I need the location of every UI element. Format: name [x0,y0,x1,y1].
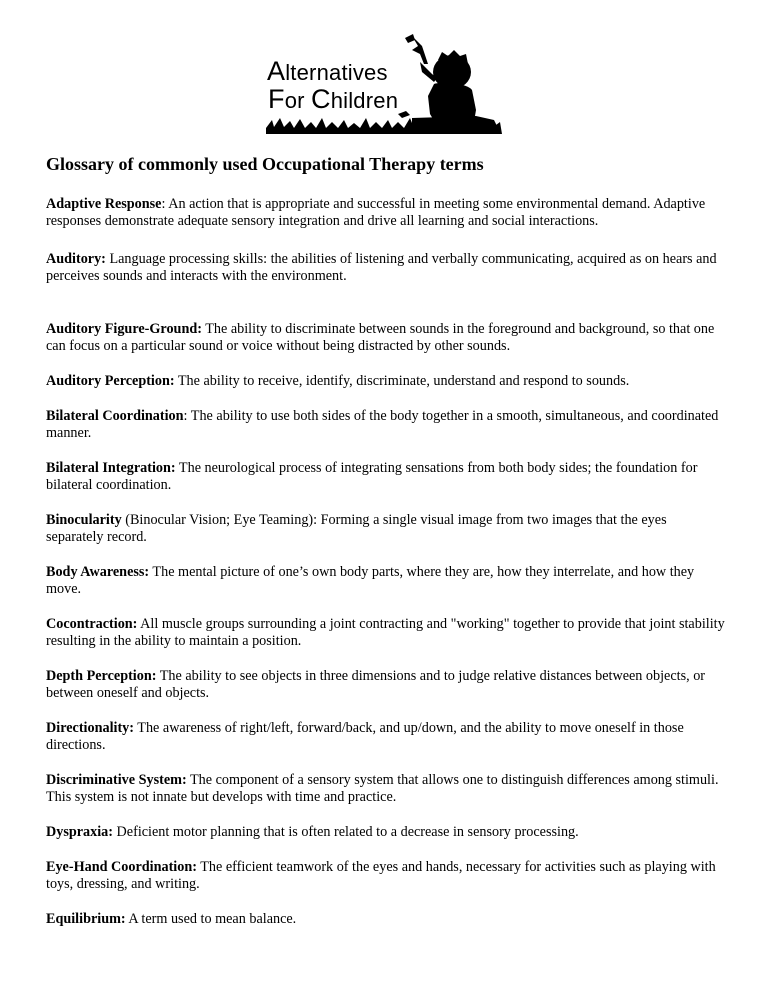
glossary-entry [46,512,726,546]
glossary-definition: The ability to see objects in three dimensions and to judge relative distances between objects, or between oneself and objects. [46,668,706,701]
glossary-term: Bilateral Coordination [46,408,184,424]
glossary-definition: The awareness of right/left, forward/back, and up/down, and the ability to move oneself in those directions. [46,720,684,753]
glossary-term: Auditory Figure-Ground: [46,321,202,337]
term-separator: : [161,196,166,212]
glossary-term: Depth Perception: [46,668,157,684]
glossary-entry [46,460,726,494]
glossary-definition: An action that is appropriate and successful in meeting some environmental demand. Adaptive responses demonstrate adequate sensory integration and drive all learning and social interactions. [46,196,706,229]
glossary-definition: The ability to discriminate between sounds in the foreground and background, so that one can focus on a particular sound or voice without being distracted by other sounds. [46,321,715,354]
glossary-term: Bilateral Integration: [46,460,176,476]
glossary-term: Dyspraxia: [46,824,113,840]
glossary-definition: The component of a sensory system that allows one to distinguish differences among stimuli. This system is not innate but develops with time and practice. [46,772,719,805]
logo-line-1: Alternatives [267,56,388,86]
glossary-definition: The ability to use both sides of the body together in a smooth, simultaneous, and coordinated manner. [46,408,719,441]
glossary-entry [46,824,726,841]
glossary-definition: Deficient motor planning that is often related to a decrease in sensory processing. [113,824,579,840]
glossary-entry [46,616,726,650]
glossary-term: Eye-Hand Coordination: [46,859,197,875]
glossary-term: Adaptive Response [46,196,162,212]
child-silhouette-logo-graphic [262,32,506,138]
glossary-term: Cocontraction: [46,616,138,632]
term-separator: : [183,408,188,424]
glossary-entry [46,564,726,598]
glossary-term: Auditory: [46,251,106,267]
glossary-definition: The mental picture of one’s own body parts, where they are, how they interrelate, and how they move. [46,564,695,597]
glossary-entry [46,321,726,355]
glossary-entry [46,408,726,442]
glossary-term: Auditory Perception: [46,373,175,389]
glossary-definition: The efficient teamwork of the eyes and hands, necessary for activities such as playing with toys, dressing, and writing. [46,859,716,892]
glossary-entry [46,196,726,230]
glossary-entry [46,720,726,754]
glossary-term: Binocularity [46,512,122,528]
glossary-term: Directionality: [46,720,134,736]
glossary-definition: The ability to receive, identify, discriminate, understand and respond to sounds. [174,373,630,389]
logo-line-2: For Children [268,84,399,114]
alternatives-for-children-logo [262,32,506,138]
glossary-definition: (Binocular Vision; Eye Teaming): Forming a single visual image from two images that the eyes separately record. [46,512,667,545]
glossary-entry [46,911,726,928]
glossary-term: Equilibrium: [46,911,126,927]
glossary-entry [46,373,726,390]
glossary-entry [46,251,726,285]
glossary-term: Discriminative System: [46,772,187,788]
glossary-entry [46,772,726,806]
glossary-definition: A term used to mean balance. [125,911,297,927]
glossary-definition: All muscle groups surrounding a joint contracting and "working" together to provide that joint stability resulting in the ability to maintain a position. [46,616,725,649]
page-title: Glossary of commonly used Occupational Therapy terms [46,154,484,174]
glossary-term: Body Awareness: [46,564,150,580]
glossary-entry [46,668,726,702]
glossary-entry [46,859,726,893]
glossary-definition: Language processing skills: the abilities of listening and verbally communicating, acquired as on hears and perceives sounds and interacts with the environment. [46,251,717,284]
glossary-definition: The neurological process of integrating sensations from both body sides; the foundation for bilateral coordination. [46,460,698,493]
